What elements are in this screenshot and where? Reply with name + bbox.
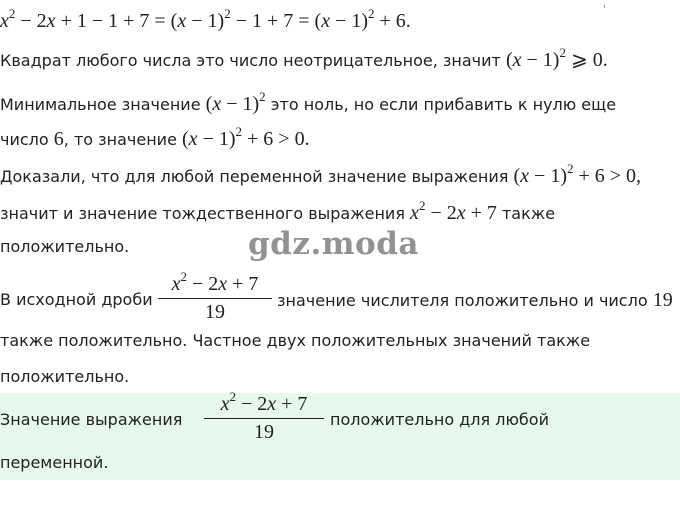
var: x — [321, 10, 331, 32]
math-text: + 7 — [227, 273, 259, 295]
exponent: 2 — [229, 389, 236, 404]
conclusion-text2 — [330, 409, 549, 431]
var: x — [171, 273, 181, 295]
text: также положительно. Частное двух положительных значений также — [0, 331, 591, 350]
math-text: − 1) — [197, 128, 236, 150]
text: значение числителя положительно и число — [277, 291, 648, 310]
exponent: 2 — [224, 6, 231, 21]
math-text: − 2 — [186, 273, 219, 295]
fraction-numerator — [204, 389, 324, 416]
var: x — [410, 202, 419, 224]
exponent: 2 — [559, 45, 566, 60]
exponent: 2 — [567, 161, 574, 176]
var: x — [188, 128, 198, 150]
top-equation — [0, 8, 411, 34]
fraction-bar — [204, 418, 324, 419]
math-text: + 6 > 0. — [242, 128, 310, 150]
math-text: ⩾ 0. — [565, 49, 608, 71]
text: положительно. — [0, 237, 130, 256]
formula — [513, 161, 642, 187]
math-text: + 7 — [276, 393, 308, 415]
fraction-conclusion — [204, 389, 324, 444]
text: положительно для любой — [330, 410, 549, 429]
math-text: + 6 > 0, — [573, 165, 642, 187]
paragraph-nonnegative — [0, 47, 608, 74]
conclusion-text1 — [0, 409, 182, 431]
math-text: + 6. — [374, 10, 411, 32]
var: x — [512, 49, 522, 71]
math-text: ( — [205, 93, 213, 115]
text: В исходной дроби — [0, 290, 153, 309]
number: 6 — [53, 128, 64, 150]
math-text: − 1 + 7 = ( — [230, 10, 322, 32]
math-text: − 1) — [529, 165, 567, 187]
var: x — [177, 10, 187, 32]
var: x — [456, 202, 466, 224]
paragraph-minimum-line1 — [0, 91, 616, 118]
decorative-dot: ˌ — [603, 0, 606, 9]
math-text: − 1) — [186, 10, 225, 32]
text: Доказали, что для любой переменной значение выражения — [0, 167, 509, 186]
math-text: ( — [182, 128, 189, 150]
formula — [410, 198, 497, 224]
fraction-source — [158, 269, 272, 324]
var: x — [220, 393, 230, 415]
paragraph-fraction-text2 — [277, 289, 673, 312]
text: переменной. — [0, 453, 109, 472]
conclusion-text3 — [0, 452, 108, 474]
math-text: + 1 − 1 + 7 = ( — [55, 10, 178, 32]
var: x — [0, 10, 9, 32]
exponent: 2 — [368, 6, 375, 21]
math-text: − 2 — [425, 202, 457, 224]
math-text: − 2 — [15, 10, 47, 32]
var: x — [218, 273, 228, 295]
paragraph-fraction-line3 — [0, 366, 129, 388]
text: Значение выражения — [0, 410, 183, 429]
formula — [182, 124, 310, 150]
text: число — [0, 130, 49, 149]
text: , то значение — [63, 130, 177, 149]
fraction-denominator: 19 — [254, 421, 274, 443]
math-text: + 7 — [465, 202, 497, 224]
exponent: 2 — [235, 124, 243, 139]
math-text: ( — [505, 49, 513, 71]
paragraph-proved-line3 — [0, 236, 129, 258]
math-text: − 1) — [521, 49, 560, 71]
var: x — [520, 165, 530, 187]
number: 19 — [652, 289, 673, 311]
paragraph-minimum-line2 — [0, 126, 310, 153]
text: Минимальное значение — [0, 95, 201, 114]
exponent: 2 — [418, 198, 426, 213]
paragraph-fraction-line2 — [0, 330, 590, 352]
math-text: ( — [513, 165, 521, 187]
var: x — [46, 10, 56, 32]
var: x — [212, 93, 222, 115]
formula — [205, 89, 266, 115]
paragraph-proved-line1 — [0, 163, 641, 190]
text: это ноль, но если прибавить к нулю еще — [270, 95, 617, 114]
text: значит и значение тождественного выражения — [0, 204, 405, 223]
text: также — [501, 204, 556, 223]
paragraph-fraction-text1 — [0, 289, 153, 311]
fraction-numerator — [158, 269, 272, 296]
exponent: 2 — [8, 6, 16, 21]
exponent: 2 — [180, 269, 187, 284]
exponent: 2 — [259, 89, 266, 104]
math-text: − 1) — [221, 93, 260, 115]
fraction-bar — [158, 298, 272, 299]
var: x — [267, 393, 277, 415]
text: положительно. — [0, 367, 130, 386]
math-text: − 2 — [235, 393, 268, 415]
watermark-logo: gdz.moda — [248, 226, 419, 262]
paragraph-proved-line2 — [0, 200, 555, 227]
fraction-denominator: 19 — [205, 301, 225, 323]
formula — [505, 45, 608, 71]
text: Квадрат любого числа это число неотрицательное, значит — [0, 51, 501, 70]
math-text: − 1) — [330, 10, 369, 32]
